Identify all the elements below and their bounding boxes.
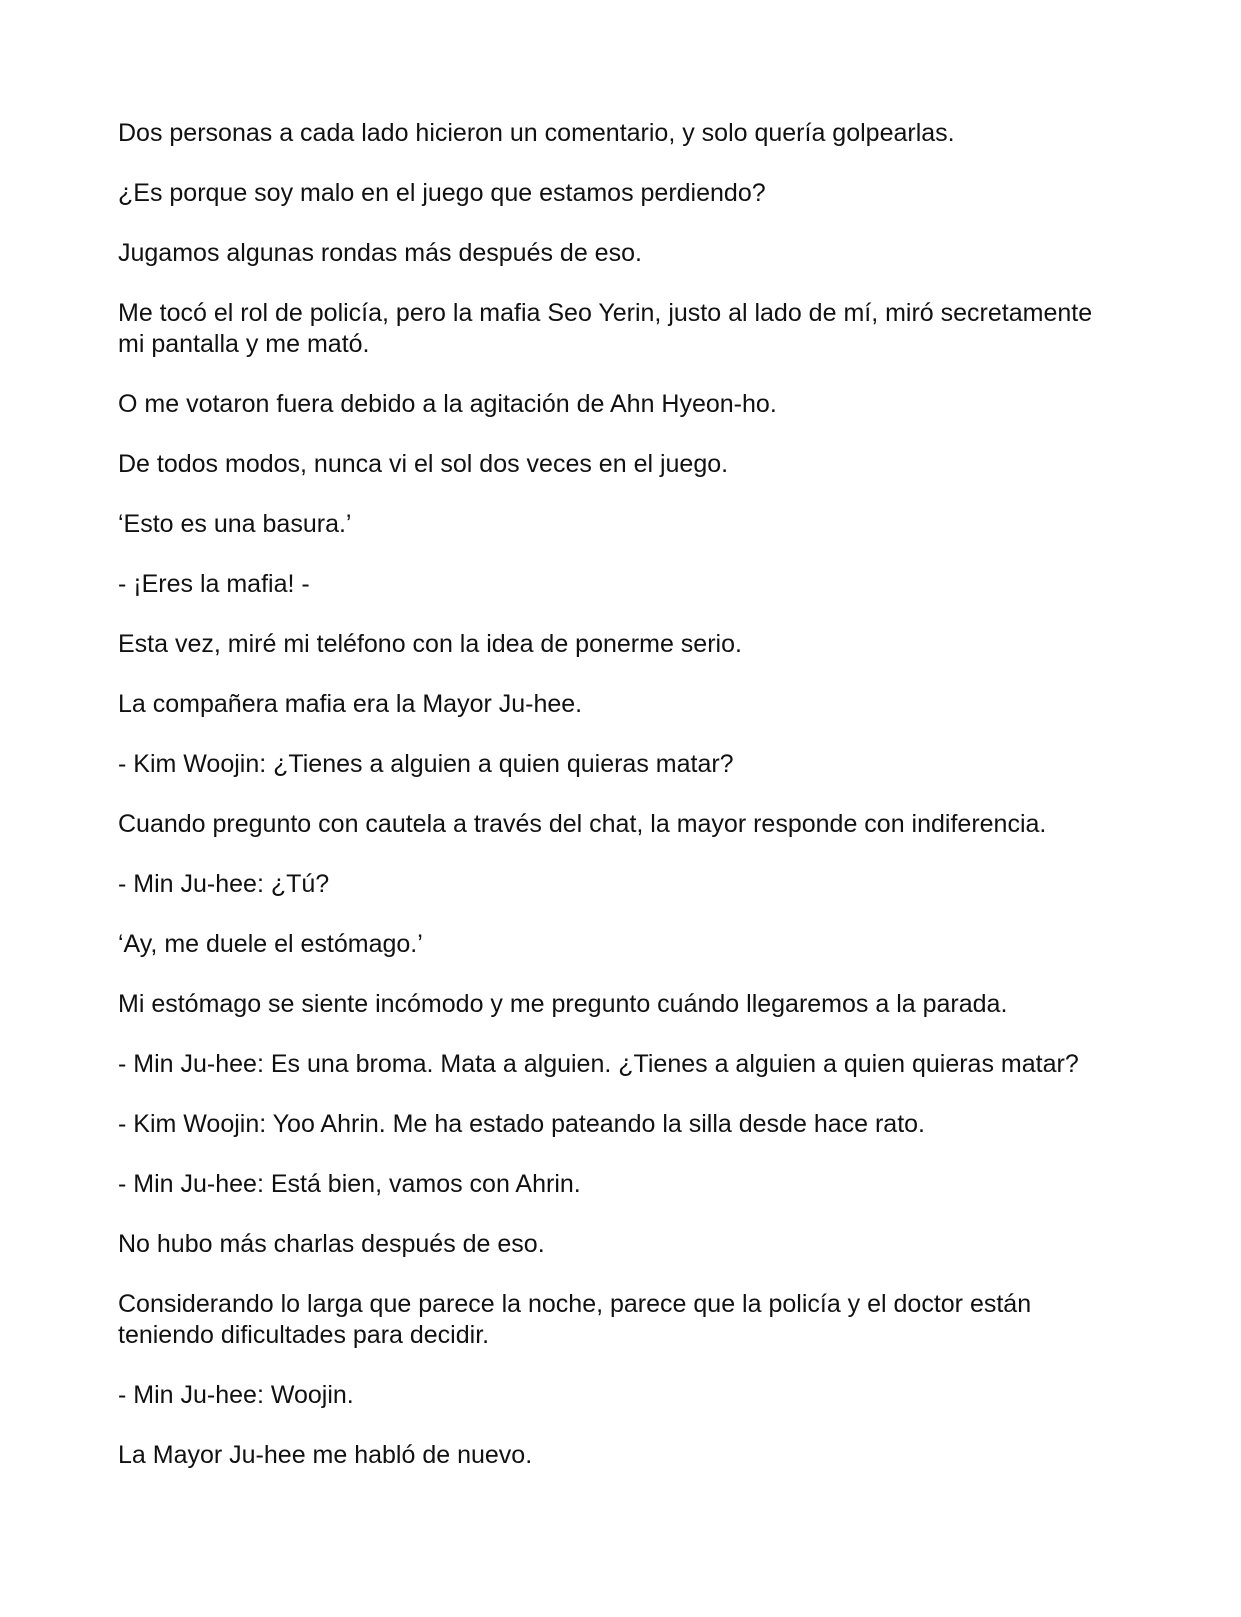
paragraph: Dos personas a cada lado hicieron un comentario, y solo quería golpearlas. [118,119,955,147]
paragraph: La compañera mafia era la Mayor Ju-hee. [118,690,583,718]
paragraph: Me tocó el rol de policía, pero la mafia Seo Yerin, justo al lado de mí, miró secretamente mi pantalla y me mató. [118,299,1093,358]
paragraph: Considerando lo larga que parece la noche, parece que la policía y el doctor están teniendo dificultades para decidir. [118,1290,1032,1349]
paragraph: Jugamos algunas rondas más después de eso. [118,239,642,267]
paragraph: La Mayor Ju-hee me habló de nuevo. [118,1441,533,1469]
paragraph: O me votaron fuera debido a la agitación de Ahn Hyeon-ho. [118,390,777,418]
paragraph: - Min Ju-hee: ¿Tú? [118,870,330,898]
document-body [118,118,1118,1500]
paragraph: ‘Esto es una basura.’ [118,510,352,538]
paragraph: - Min Ju-hee: Está bien, vamos con Ahrin. [118,1170,581,1198]
paragraph: No hubo más charlas después de eso. [118,1230,545,1258]
paragraph: ¿Es porque soy malo en el juego que estamos perdiendo? [118,179,766,207]
paragraph: Cuando pregunto con cautela a través del chat, la mayor responde con indiferencia. [118,810,1047,838]
paragraph: ‘Ay, me duele el estómago.’ [118,930,423,958]
paragraph: - Min Ju-hee: Es una broma. Mata a alguien. ¿Tienes a alguien a quien quieras matar? [118,1050,1079,1078]
paragraph: Esta vez, miré mi teléfono con la idea de ponerme serio. [118,630,742,658]
paragraph: - Kim Woojin: Yoo Ahrin. Me ha estado pateando la silla desde hace rato. [118,1110,925,1138]
paragraph: De todos modos, nunca vi el sol dos veces en el juego. [118,450,729,478]
paragraph: - ¡Eres la mafia! - [118,570,310,598]
paragraph: - Kim Woojin: ¿Tienes a alguien a quien quieras matar? [118,750,734,778]
paragraph: - Min Ju-hee: Woojin. [118,1381,354,1409]
paragraph: Mi estómago se siente incómodo y me pregunto cuándo llegaremos a la parada. [118,990,1008,1018]
